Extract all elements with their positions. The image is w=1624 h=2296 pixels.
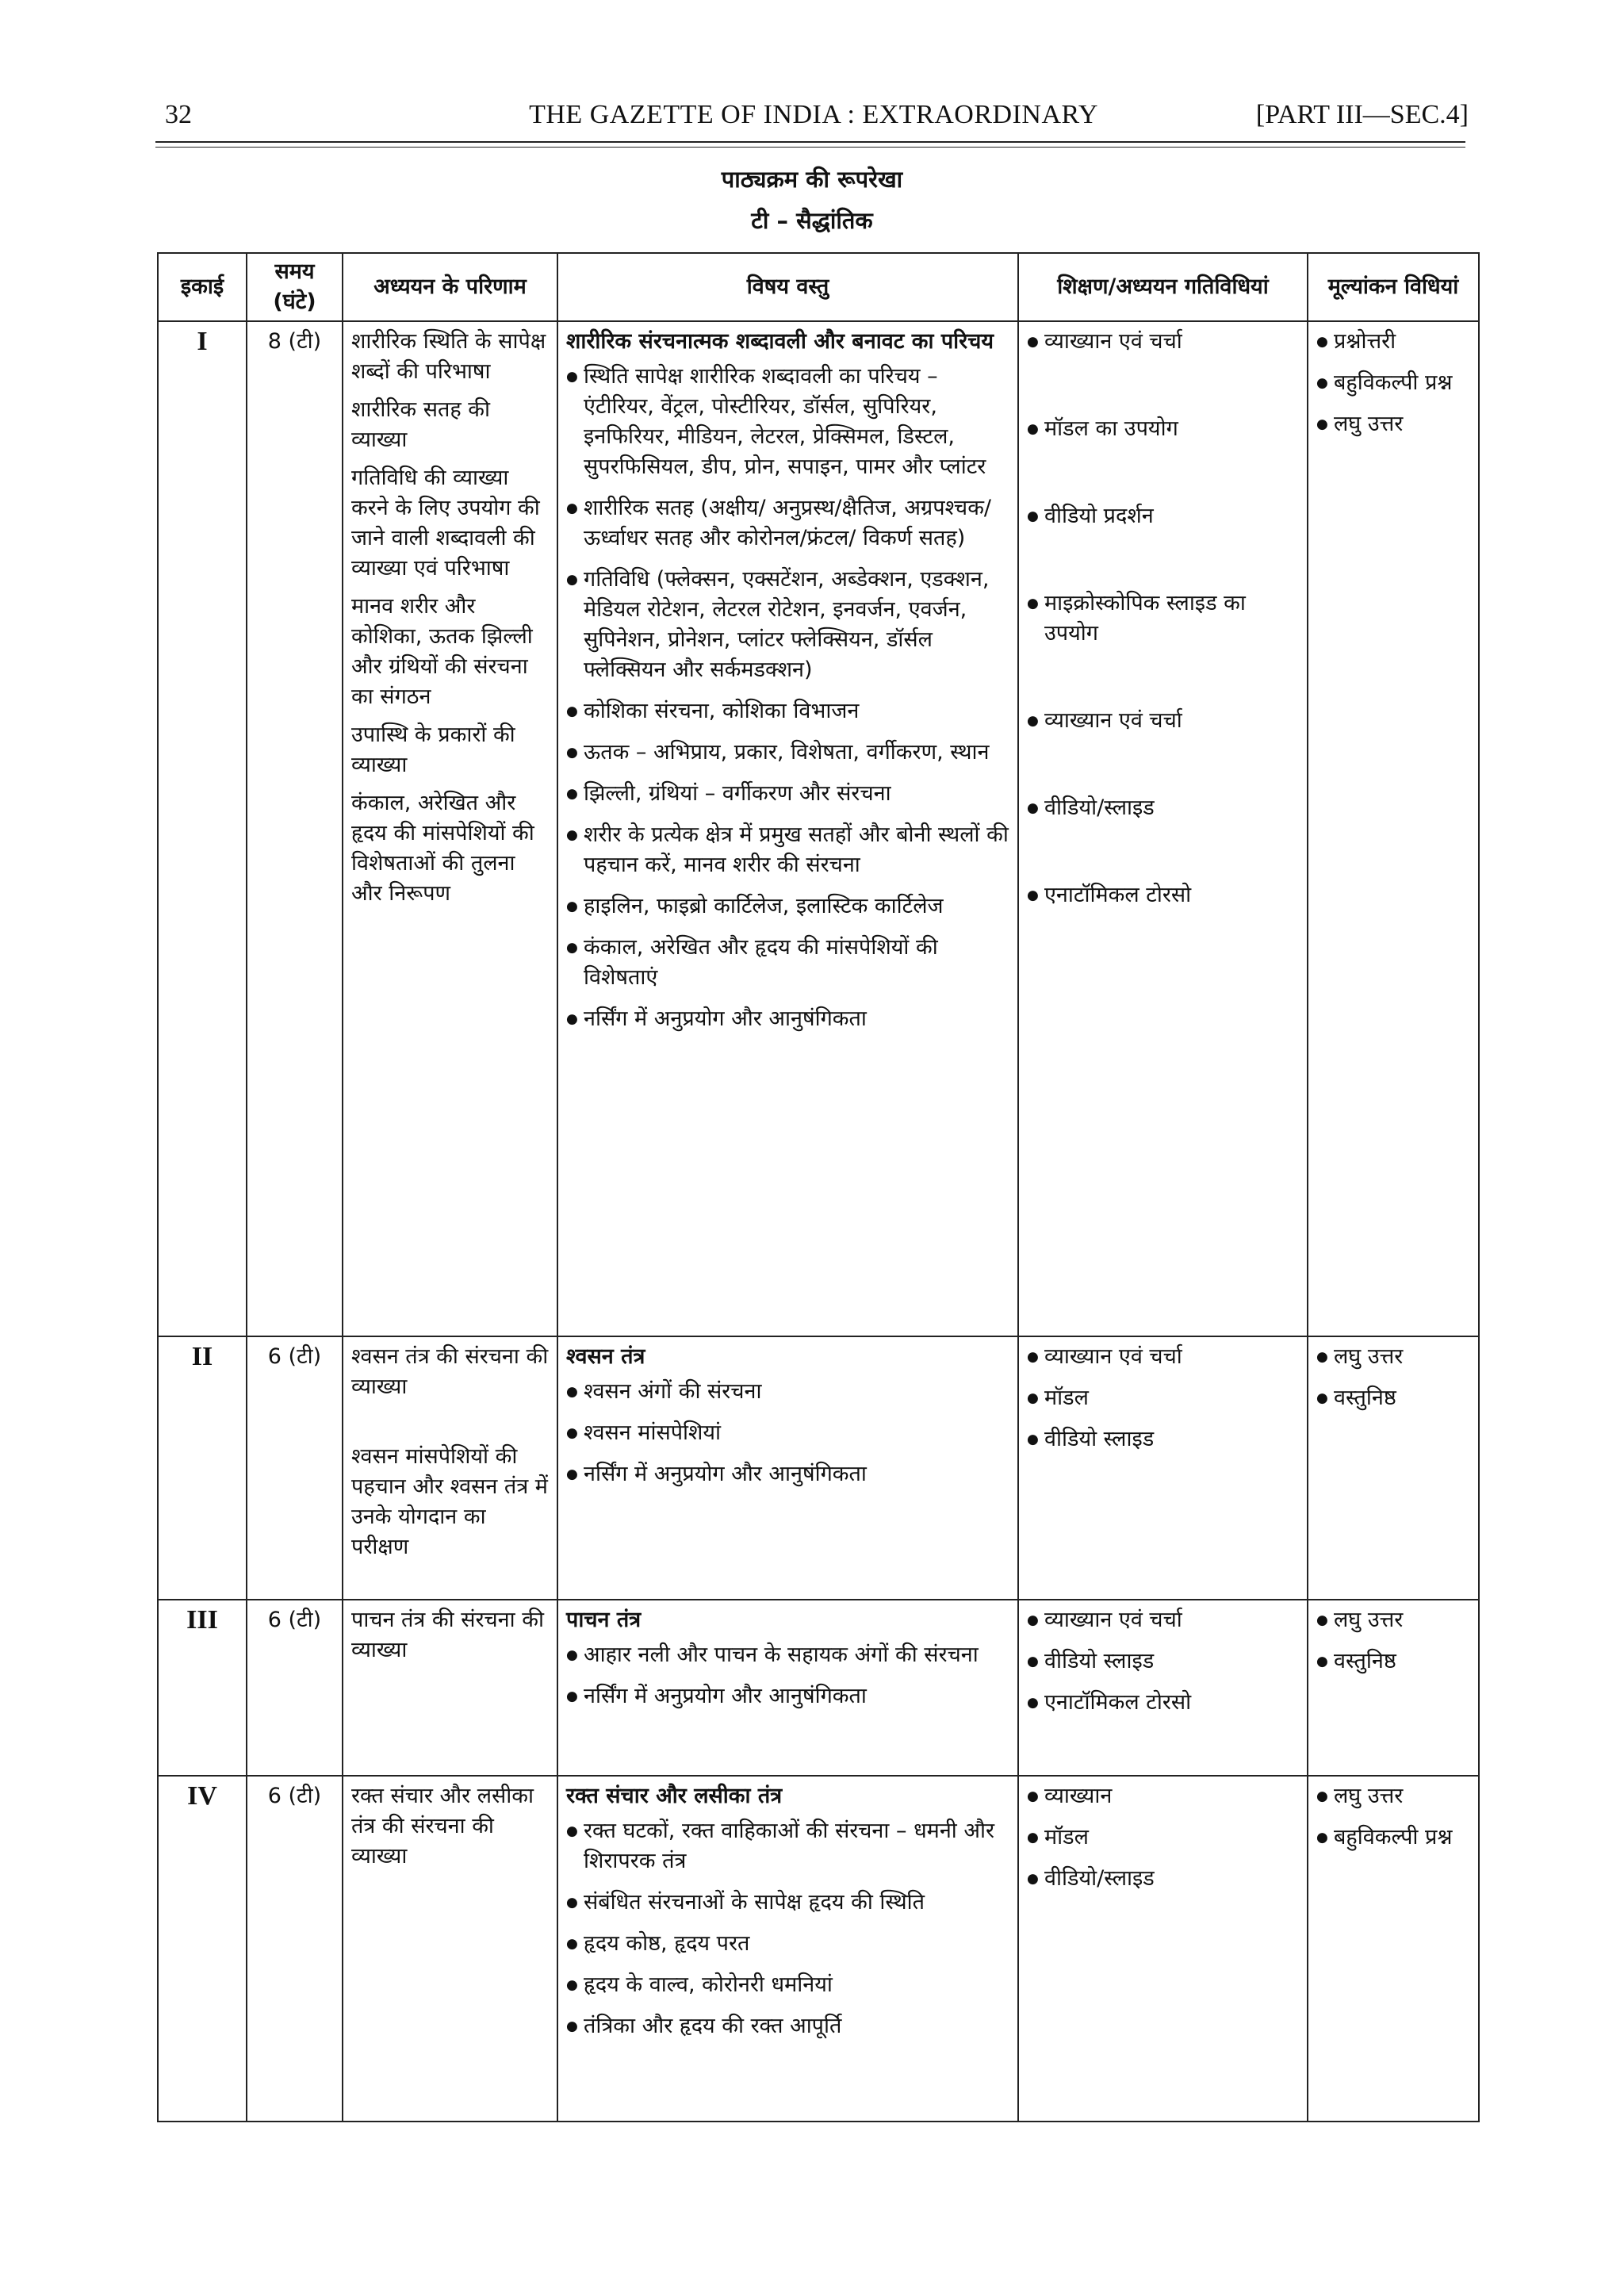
unit-time: 6 (टी) <box>247 1776 343 2122</box>
content-item: ● शरीर के प्रत्येक क्षेत्र में प्रमुख सतहों और बोनी स्थलों की पहचान करें, मानव शरीर की संरचना <box>566 820 1009 880</box>
header-content: विषय वस्तु <box>557 253 1018 321</box>
topic-heading: श्वसन तंत्र <box>566 1344 645 1369</box>
evaluation-list <box>1316 1605 1470 1677</box>
evaluation-cell <box>1308 1600 1479 1776</box>
part-section: [PART III—SEC.4] <box>1255 100 1469 129</box>
outcomes-cell <box>343 1776 557 2122</box>
topic-heading: रक्त संचार और लसीका तंत्र <box>566 1784 783 1808</box>
activity-item: ● मॉडल का उपयोग <box>1027 414 1299 444</box>
table-row <box>158 1336 1479 1600</box>
evaluation-cell <box>1308 1776 1479 2122</box>
unit-time: 6 (टी) <box>247 1336 343 1600</box>
activities-list <box>1027 1781 1299 1894</box>
activities-cell <box>1018 1336 1308 1600</box>
activity-item: ● वीडियो प्रदर्शन <box>1027 501 1299 531</box>
header-unit: इकाई <box>158 253 247 321</box>
outcome-item: उपास्थि के प्रकारों की व्याख्या <box>351 723 515 777</box>
content-item: ● झिल्ली, ग्रंथियां – वर्गीकरण और संरचना <box>566 779 1009 809</box>
unit-number: III <box>158 1600 247 1776</box>
content-item: ● नर्सिंग में अनुप्रयोग और आनुषंगिकता <box>566 1004 1009 1034</box>
topic-heading: शारीरिक संरचनात्मक शब्दावली और बनावट का परिचय <box>566 329 994 354</box>
content-cell <box>557 321 1018 1336</box>
activity-item: ● व्याख्यान एवं चर्चा <box>1027 1342 1299 1372</box>
evaluation-item: ● लघु उत्तर <box>1316 409 1470 439</box>
content-item: ● शारीरिक सतह (अक्षीय/ अनुप्रस्थ/क्षैतिज, अग्रपश्चक/ऊर्ध्वाधर सतह और कोरोनल/फ्रंटल/ विकर्ण सतह) <box>566 493 1009 554</box>
activity-item: ● वीडियो स्लाइड <box>1027 1424 1299 1455</box>
content-item: ● स्थिति सापेक्ष शारीरिक शब्दावली का परिचय – एंटीरियर, वेंट्रल, पोस्टीरियर, डॉर्सल, सुपिरियर, इनफिरियर, मीडियन, लेटरल, प्रेक्सिमल, डिस्टल, सुपरफिसियल, डीप, प्रोन, सपाइन, पामर और प्लांटर <box>566 362 1009 482</box>
evaluation-item: ● बहुविकल्पी प्रश्न <box>1316 1823 1470 1853</box>
evaluation-list <box>1316 327 1470 439</box>
unit-number: IV <box>158 1776 247 2122</box>
activities-list <box>1027 1605 1299 1718</box>
content-list <box>566 362 1009 1034</box>
evaluation-item: ● प्रश्नोत्तरी <box>1316 327 1470 357</box>
evaluation-item: ● वस्तुनिष्ठ <box>1316 1646 1470 1677</box>
unit-time: 6 (टी) <box>247 1600 343 1776</box>
evaluation-cell <box>1308 321 1479 1336</box>
activity-item: ● वीडियो/स्लाइड <box>1027 1864 1299 1894</box>
activity-item: ● मॉडल <box>1027 1383 1299 1413</box>
content-item: ● हाइलिन, फाइब्रो कार्टिलेज, इलास्टिक कार्टिलेज <box>566 891 1009 922</box>
content-item: ● कोशिका संरचना, कोशिका विभाजन <box>566 696 1009 726</box>
activity-item: ● व्याख्यान एवं चर्चा <box>1027 1605 1299 1635</box>
outcomes-cell <box>343 1336 557 1600</box>
activities-cell <box>1018 1600 1308 1776</box>
header-outcomes: अध्ययन के परिणाम <box>343 253 557 321</box>
outcome-item: रक्त संचार और लसीका तंत्र की संरचना की व्याख्या <box>351 1784 534 1869</box>
activities-cell <box>1018 1776 1308 2122</box>
unit-time: 8 (टी) <box>247 321 343 1336</box>
header-activities: शिक्षण/अध्ययन गतिविधियां <box>1018 253 1308 321</box>
content-list <box>566 1377 1009 1489</box>
content-item: ● नर्सिंग में अनुप्रयोग और आनुषंगिकता <box>566 1459 1009 1489</box>
evaluation-item: ● लघु उत्तर <box>1316 1781 1470 1811</box>
content-item: ● हृदय कोष्ठ, हृदय परत <box>566 1929 1009 1959</box>
gazette-title: THE GAZETTE OF INDIA : EXTRAORDINARY <box>529 100 1098 129</box>
activity-item: ● वीडियो स्लाइड <box>1027 1646 1299 1677</box>
content-cell <box>557 1776 1018 2122</box>
activity-item: ● वीडियो/स्लाइड <box>1027 793 1299 823</box>
outcome-item: गतिविधि की व्याख्या करने के लिए उपयोग की जाने वाली शब्दावली की व्याख्या एवं परिभाषा <box>351 466 540 581</box>
header-time: समय (घंटे) <box>247 253 343 321</box>
page-number: 32 <box>165 100 192 129</box>
content-item: ● आहार नली और पाचन के सहायक अंगों की संरचना <box>566 1640 1009 1670</box>
outcome-item: कंकाल, अरेखित और हृदय की मांसपेशियों की विशेषताओं की तुलना और निरूपण <box>351 791 534 906</box>
header-rule-secondary <box>155 147 1465 148</box>
content-item: ● रक्त घटकों, रक्त वाहिकाओं की संरचना – धमनी और शिरापरक तंत्र <box>566 1816 1009 1876</box>
content-item: ● ऊतक – अभिप्राय, प्रकार, विशेषता, वर्गीकरण, स्थान <box>566 738 1009 768</box>
evaluation-item: ● लघु उत्तर <box>1316 1342 1470 1372</box>
activity-item: ● व्याख्यान एवं चर्चा <box>1027 327 1299 357</box>
content-item: ● संबंधित संरचनाओं के सापेक्ष हृदय की स्थिति <box>566 1888 1009 1918</box>
content-item: ● श्वसन मांसपेशियां <box>566 1418 1009 1448</box>
page-header <box>159 97 1469 136</box>
outcome-item: शारीरिक सतह की व्याख्या <box>351 397 491 452</box>
content-item: ● नर्सिंग में अनुप्रयोग और आनुषंगिकता <box>566 1681 1009 1711</box>
content-item: ● हृदय के वाल्व, कोरोनरी धमनियां <box>566 1970 1009 2000</box>
activity-item: ● एनाटॉमिकल टोरसो <box>1027 1688 1299 1718</box>
content-item: ● तंत्रिका और हृदय की रक्त आपूर्ति <box>566 2011 1009 2041</box>
table-row <box>158 321 1479 1336</box>
table-row <box>158 1600 1479 1776</box>
outcome-spacer <box>351 1410 549 1442</box>
outcome-item: पाचन तंत्र की संरचना की व्याख्या <box>351 1608 544 1662</box>
activities-list <box>1027 327 1299 910</box>
content-item: ● गतिविधि (फ्लेक्सन, एक्सटेंशन, अब्डेक्शन, एडक्शन, मेडियल रोटेशन, लेटरल रोटेशन, इनवर्जन, एवर्जन, सुपिनेशन, प्रोनेशन, प्लांटर फ्लेक्सियन, डॉर्सल फ्लेक्सियन और सर्कमडक्शन) <box>566 565 1009 685</box>
evaluation-item: ● लघु उत्तर <box>1316 1605 1470 1635</box>
outcomes-cell <box>343 321 557 1336</box>
evaluation-list <box>1316 1342 1470 1413</box>
activity-item: ● व्याख्यान एवं चर्चा <box>1027 706 1299 736</box>
unit-number: II <box>158 1336 247 1600</box>
unit-number: I <box>158 321 247 1336</box>
topic-heading: पाचन तंत्र <box>566 1608 642 1632</box>
activity-item: ● मॉडल <box>1027 1823 1299 1853</box>
header-rule <box>155 141 1465 143</box>
evaluation-item: ● बहुविकल्पी प्रश्न <box>1316 368 1470 398</box>
content-item: ● कंकाल, अरेखित और हृदय की मांसपेशियों की विशेषताएं <box>566 933 1009 993</box>
table-header-row <box>158 253 1479 321</box>
activities-cell <box>1018 321 1308 1336</box>
outcome-item: शारीरिक स्थिति के सापेक्ष शब्दों की परिभाषा <box>351 329 546 384</box>
outcome-item: श्वसन तंत्र की संरचना की व्याख्या <box>351 1344 549 1399</box>
syllabus-title: पाठ्यक्रम की रूपरेखा <box>721 166 903 193</box>
table-row <box>158 1776 1479 2122</box>
syllabus-subtitle: टी – सैद्धांतिक <box>751 207 873 234</box>
activities-list <box>1027 1342 1299 1455</box>
content-item: ● श्वसन अंगों की संरचना <box>566 1377 1009 1407</box>
activity-item: ● व्याख्यान <box>1027 1781 1299 1811</box>
evaluation-list <box>1316 1781 1470 1853</box>
content-cell <box>557 1336 1018 1600</box>
outcomes-cell <box>343 1600 557 1776</box>
content-list <box>566 1640 1009 1711</box>
content-list <box>566 1816 1009 2041</box>
activity-item: ● माइक्रोस्कोपिक स्लाइड का उपयोग <box>1027 588 1299 649</box>
syllabus-table <box>157 252 1480 2122</box>
outcome-item: श्वसन मांसपेशियों की पहचान और श्वसन तंत्र में उनके योगदान का परीक्षण <box>351 1444 548 1559</box>
outcome-item: मानव शरीर और कोशिका, ऊतक झिल्ली और ग्रंथियों की संरचना का संगठन <box>351 594 533 709</box>
evaluation-item: ● वस्तुनिष्ठ <box>1316 1383 1470 1413</box>
evaluation-cell <box>1308 1336 1479 1600</box>
content-cell <box>557 1600 1018 1776</box>
activity-item: ● एनाटॉमिकल टोरसो <box>1027 880 1299 910</box>
header-evaluation: मूल्यांकन विधियां <box>1308 253 1479 321</box>
